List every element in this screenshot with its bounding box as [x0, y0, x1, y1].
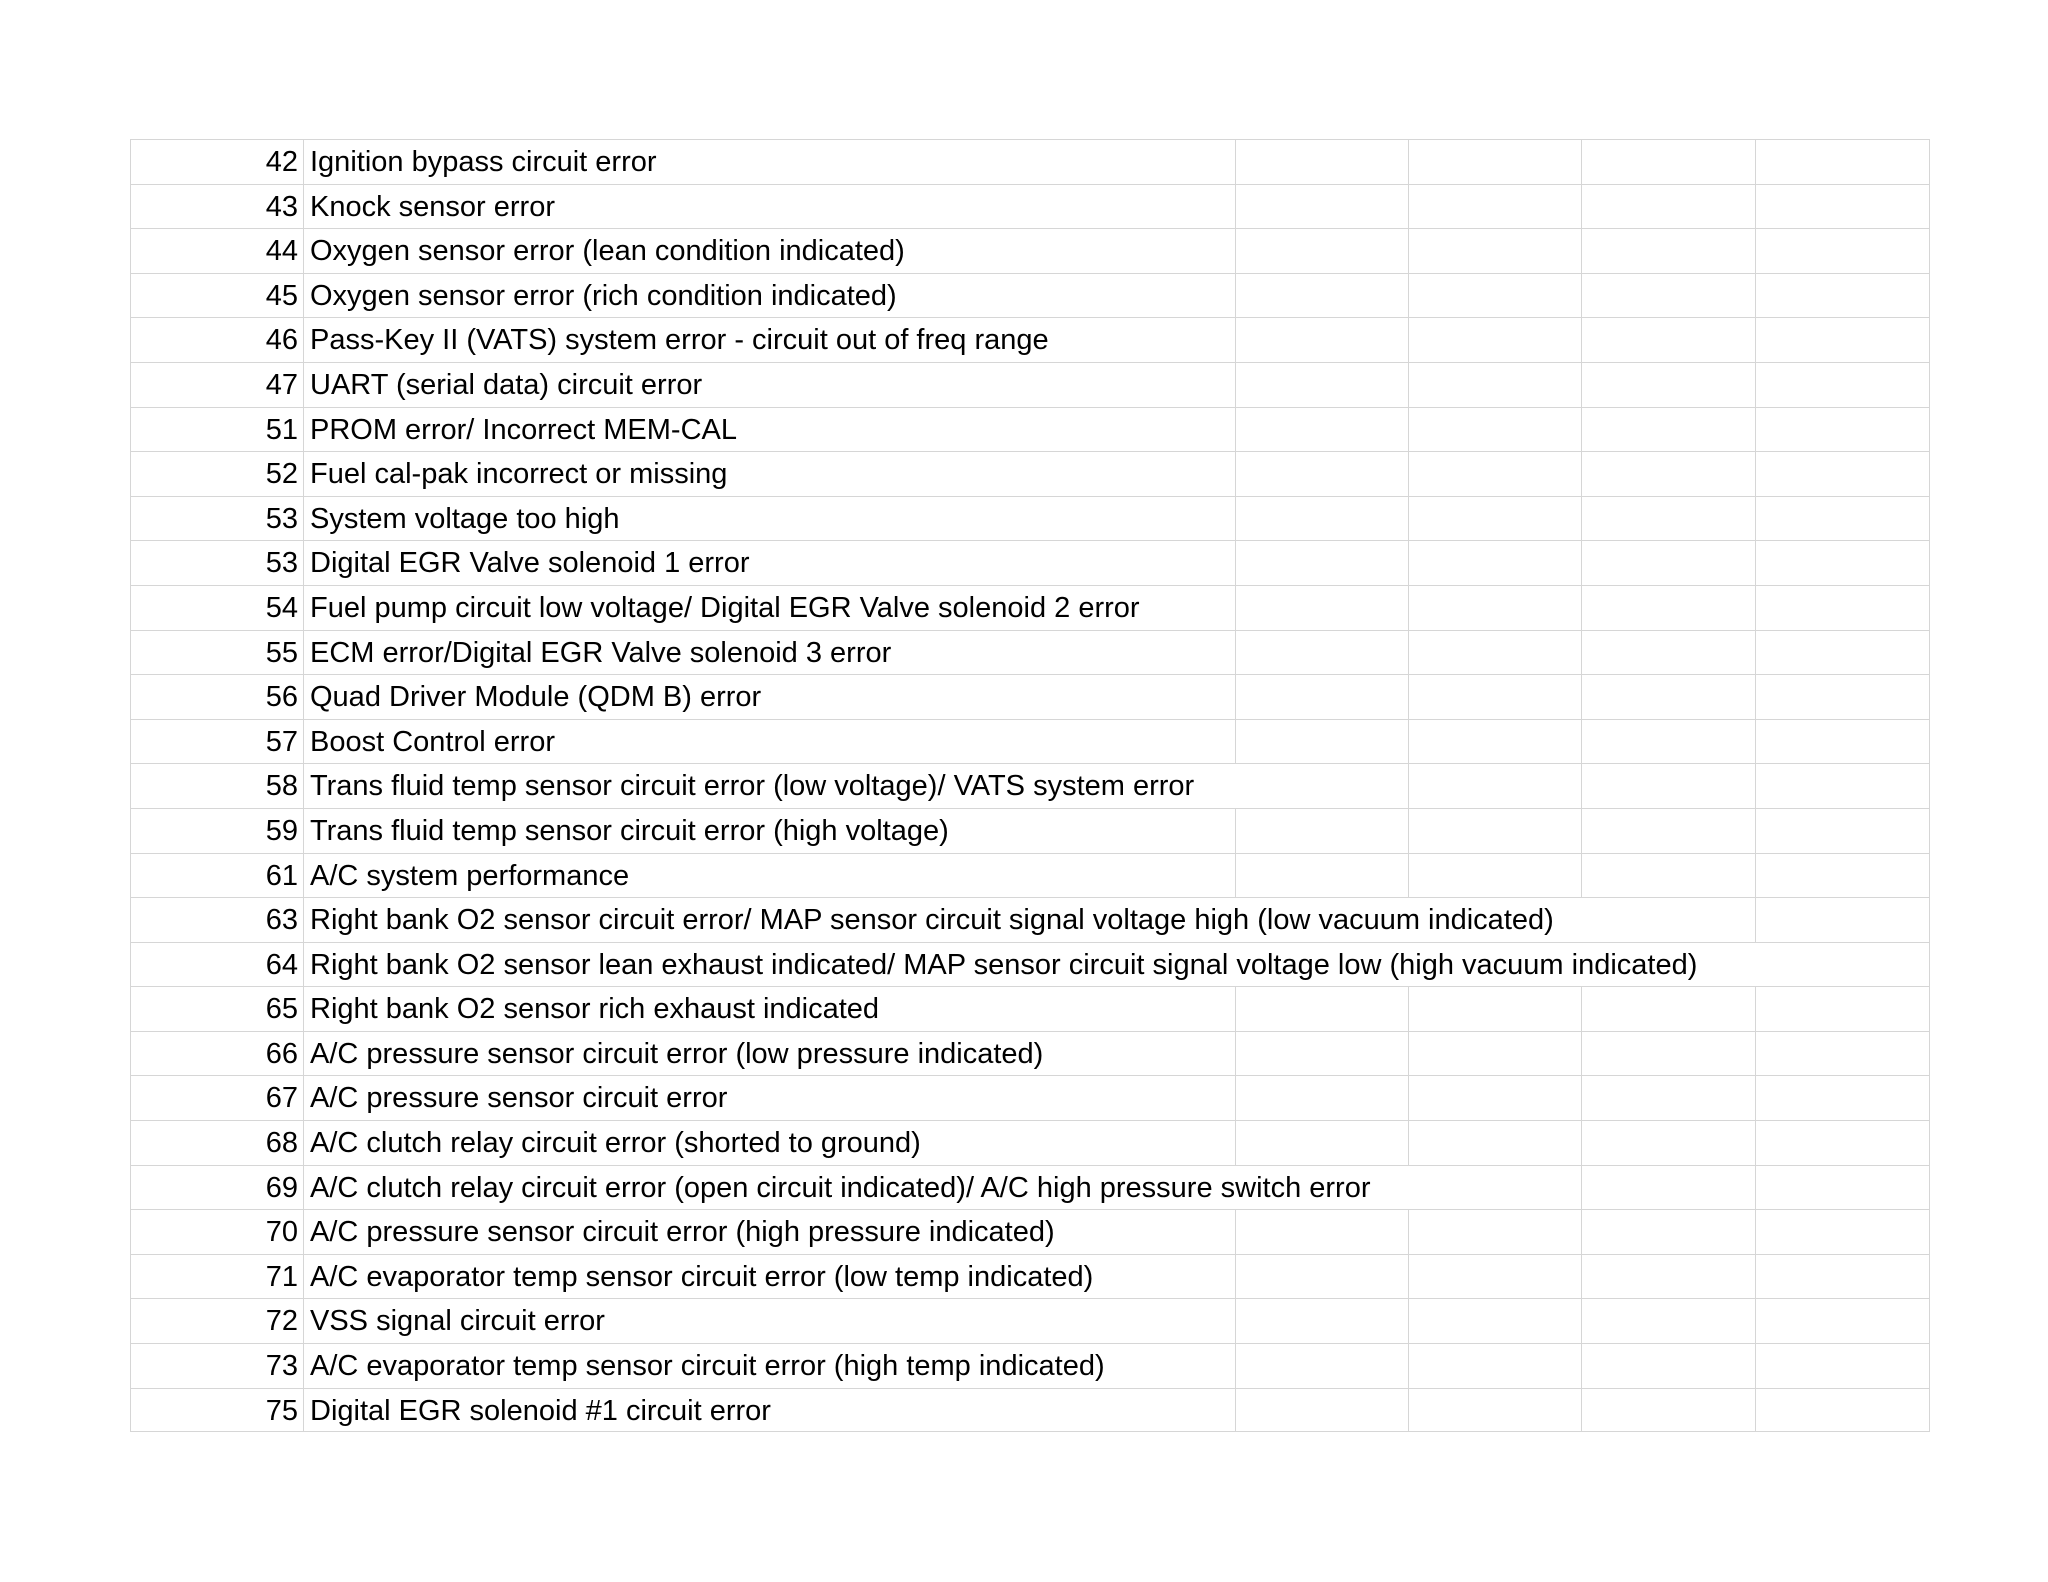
empty-cell — [1755, 987, 1930, 1031]
description-text: Trans fluid temp sensor circuit error (high voltage) — [310, 814, 949, 847]
table-row — [130, 496, 1930, 541]
empty-cell — [1235, 452, 1408, 496]
empty-cell — [1581, 1032, 1755, 1076]
table-row — [130, 942, 1930, 987]
description-text: Oxygen sensor error (lean condition indicated) — [310, 235, 905, 268]
table-row — [130, 897, 1930, 942]
table-row — [130, 674, 1930, 719]
description-cell — [303, 185, 1235, 229]
description-text: A/C evaporator temp sensor circuit error (low temp indicated) — [310, 1260, 1094, 1293]
description-text: Right bank O2 sensor lean exhaust indicated/ MAP sensor circuit signal voltage low (high vacuum indicated) — [310, 948, 1698, 981]
empty-cell — [1755, 675, 1930, 719]
code-cell: 55 — [130, 631, 303, 675]
empty-cell — [1408, 586, 1581, 630]
empty-cell — [1408, 809, 1581, 853]
empty-cell — [1581, 764, 1755, 808]
description-cell — [303, 1121, 1235, 1165]
description-text: Fuel cal-pak incorrect or missing — [310, 458, 728, 491]
code-cell: 42 — [130, 140, 303, 184]
empty-cell — [1581, 1166, 1755, 1210]
description-text: Right bank O2 sensor rich exhaust indicated — [310, 993, 880, 1026]
code-cell: 44 — [130, 229, 303, 273]
empty-cell — [1755, 497, 1930, 541]
empty-cell — [1408, 140, 1581, 184]
description-cell — [303, 1210, 1235, 1254]
table-row — [130, 1165, 1930, 1210]
code-cell: 56 — [130, 675, 303, 719]
table-row — [130, 1120, 1930, 1165]
empty-cell — [1235, 809, 1408, 853]
description-text: Fuel pump circuit low voltage/ Digital EGR Valve solenoid 2 error — [310, 591, 1140, 624]
empty-cell — [1235, 1121, 1408, 1165]
empty-cell — [1235, 1032, 1408, 1076]
empty-cell — [1408, 1389, 1581, 1432]
table-row — [130, 407, 1930, 452]
description-text: Digital EGR solenoid #1 circuit error — [310, 1394, 771, 1427]
empty-cell — [1408, 363, 1581, 407]
empty-cell — [1581, 675, 1755, 719]
empty-cell — [1581, 497, 1755, 541]
empty-cell — [1235, 408, 1408, 452]
empty-cell — [1581, 140, 1755, 184]
empty-cell — [1408, 987, 1581, 1031]
empty-cell — [1581, 1121, 1755, 1165]
empty-cell — [1235, 1344, 1408, 1388]
empty-cell — [1755, 1076, 1930, 1120]
description-text: Right bank O2 sensor circuit error/ MAP sensor circuit signal voltage high (low vacuum indicated) — [310, 904, 1554, 937]
empty-cell — [1235, 675, 1408, 719]
empty-cell — [1581, 987, 1755, 1031]
description-cell — [303, 229, 1235, 273]
table-row — [130, 585, 1930, 630]
empty-cell — [1235, 318, 1408, 362]
description-cell — [303, 898, 1554, 942]
empty-cell — [1755, 1299, 1930, 1343]
description-cell — [303, 1299, 1235, 1343]
empty-cell — [1235, 1255, 1408, 1299]
empty-cell — [1581, 631, 1755, 675]
description-cell — [303, 854, 1235, 898]
code-cell: 71 — [130, 1255, 303, 1299]
description-cell — [303, 586, 1235, 630]
code-table — [130, 139, 1930, 1432]
empty-cell — [1408, 720, 1581, 764]
empty-cell — [1235, 1076, 1408, 1120]
description-text: A/C system performance — [310, 859, 630, 892]
description-text: PROM error/ Incorrect MEM-CAL — [310, 413, 737, 446]
code-cell: 64 — [130, 943, 303, 987]
empty-cell — [1235, 1210, 1408, 1254]
description-text: A/C clutch relay circuit error (shorted to ground) — [310, 1127, 921, 1160]
description-cell — [303, 720, 1235, 764]
empty-cell — [1755, 898, 1930, 942]
description-cell — [303, 1389, 1235, 1432]
empty-cell — [1408, 541, 1581, 585]
code-cell: 61 — [130, 854, 303, 898]
empty-cell — [1755, 809, 1930, 853]
empty-cell — [1581, 229, 1755, 273]
description-cell — [303, 541, 1235, 585]
empty-cell — [1581, 809, 1755, 853]
code-cell: 47 — [130, 363, 303, 407]
description-cell — [303, 987, 1235, 1031]
empty-cell — [1755, 229, 1930, 273]
table-row — [130, 1075, 1930, 1120]
description-text: A/C pressure sensor circuit error (high pressure indicated) — [310, 1216, 1055, 1249]
description-text: A/C pressure sensor circuit error — [310, 1082, 728, 1115]
table-row — [130, 1209, 1930, 1254]
empty-cell — [1408, 1344, 1581, 1388]
empty-cell — [1581, 1344, 1755, 1388]
empty-cell — [1235, 586, 1408, 630]
empty-cell — [1235, 497, 1408, 541]
empty-cell — [1755, 318, 1930, 362]
description-cell — [303, 363, 1235, 407]
empty-cell — [1581, 898, 1755, 942]
empty-cell — [1755, 1032, 1930, 1076]
description-text: Boost Control error — [310, 725, 555, 758]
empty-cell — [1235, 229, 1408, 273]
empty-cell — [1408, 229, 1581, 273]
empty-cell — [1755, 586, 1930, 630]
empty-cell — [1755, 541, 1930, 585]
empty-cell — [1755, 185, 1930, 229]
empty-cell — [1408, 452, 1581, 496]
description-text: Ignition bypass circuit error — [310, 146, 657, 178]
table-row — [130, 451, 1930, 496]
empty-cell — [1755, 720, 1930, 764]
empty-cell — [1755, 631, 1930, 675]
description-text: A/C clutch relay circuit error (open circuit indicated)/ A/C high pressure switch error — [310, 1171, 1371, 1204]
code-cell: 75 — [130, 1389, 303, 1432]
table-row — [130, 763, 1930, 808]
empty-cell — [1408, 497, 1581, 541]
table-row — [130, 808, 1930, 853]
table-row — [130, 540, 1930, 585]
empty-cell — [1755, 452, 1930, 496]
table-row — [130, 1388, 1930, 1433]
empty-cell — [1235, 764, 1408, 808]
empty-cell — [1755, 1255, 1930, 1299]
empty-cell — [1755, 1389, 1930, 1432]
description-cell — [303, 675, 1235, 719]
code-cell: 45 — [130, 274, 303, 318]
code-cell: 57 — [130, 720, 303, 764]
description-text: Oxygen sensor error (rich condition indicated) — [310, 279, 897, 312]
table-row — [130, 1254, 1930, 1299]
empty-cell — [1408, 675, 1581, 719]
empty-cell — [1235, 185, 1408, 229]
description-text: Digital EGR Valve solenoid 1 error — [310, 547, 750, 580]
empty-cell — [1408, 764, 1581, 808]
empty-cell — [1581, 185, 1755, 229]
empty-cell — [1408, 1210, 1581, 1254]
empty-cell — [1581, 1299, 1755, 1343]
description-text: VSS signal circuit error — [310, 1305, 605, 1338]
description-cell — [303, 809, 1235, 853]
empty-cell — [1408, 1255, 1581, 1299]
code-cell: 43 — [130, 185, 303, 229]
empty-cell — [1755, 1344, 1930, 1388]
empty-cell — [1581, 408, 1755, 452]
empty-cell — [1408, 1121, 1581, 1165]
table-row — [130, 853, 1930, 898]
table-row — [130, 362, 1930, 407]
empty-cell — [1408, 408, 1581, 452]
table-row — [130, 228, 1930, 273]
table-row — [130, 273, 1930, 318]
empty-cell — [1235, 541, 1408, 585]
code-cell: 59 — [130, 809, 303, 853]
code-cell: 51 — [130, 408, 303, 452]
empty-cell — [1755, 408, 1930, 452]
empty-cell — [1755, 1166, 1930, 1210]
description-text: Knock sensor error — [310, 190, 555, 223]
empty-cell — [1408, 1032, 1581, 1076]
table-row — [130, 184, 1930, 229]
description-text: Pass-Key II (VATS) system error - circuit out of freq range — [310, 324, 1049, 357]
empty-cell — [1408, 318, 1581, 362]
code-cell: 67 — [130, 1076, 303, 1120]
empty-cell — [1408, 854, 1581, 898]
description-cell — [303, 408, 1235, 452]
description-cell — [303, 318, 1235, 362]
empty-cell — [1235, 363, 1408, 407]
code-cell: 68 — [130, 1121, 303, 1165]
description-cell — [303, 140, 1235, 184]
description-cell — [303, 1344, 1235, 1388]
code-cell: 65 — [130, 987, 303, 1031]
description-cell — [303, 274, 1235, 318]
code-cell: 53 — [130, 497, 303, 541]
empty-cell — [1235, 854, 1408, 898]
description-text: System voltage too high — [310, 502, 620, 535]
empty-cell — [1755, 1121, 1930, 1165]
empty-cell — [1235, 987, 1408, 1031]
empty-cell — [1235, 631, 1408, 675]
empty-cell — [1755, 1210, 1930, 1254]
description-text: A/C pressure sensor circuit error (low pressure indicated) — [310, 1037, 1044, 1070]
empty-cell — [1581, 586, 1755, 630]
table-row — [130, 317, 1930, 362]
code-cell: 66 — [130, 1032, 303, 1076]
empty-cell — [1755, 764, 1930, 808]
empty-cell — [1235, 1299, 1408, 1343]
description-text: ECM error/Digital EGR Valve solenoid 3 error — [310, 636, 892, 669]
empty-cell — [1408, 274, 1581, 318]
description-cell — [303, 452, 1235, 496]
empty-cell — [1408, 1076, 1581, 1120]
empty-cell — [1581, 1076, 1755, 1120]
empty-cell — [1581, 720, 1755, 764]
code-cell: 46 — [130, 318, 303, 362]
empty-cell — [1235, 140, 1408, 184]
empty-cell — [1755, 854, 1930, 898]
description-cell — [303, 764, 1235, 808]
code-cell: 54 — [130, 586, 303, 630]
table-row — [130, 630, 1930, 675]
code-cell: 58 — [130, 764, 303, 808]
table-row — [130, 986, 1930, 1031]
empty-cell — [1581, 1255, 1755, 1299]
code-cell: 53 — [130, 541, 303, 585]
empty-cell — [1581, 363, 1755, 407]
empty-cell — [1581, 1389, 1755, 1432]
table-row — [130, 1298, 1930, 1343]
empty-cell — [1581, 274, 1755, 318]
code-cell: 63 — [130, 898, 303, 942]
description-cell — [303, 1166, 1371, 1210]
empty-cell — [1581, 452, 1755, 496]
empty-cell — [1581, 1210, 1755, 1254]
code-cell: 69 — [130, 1166, 303, 1210]
empty-cell — [1408, 631, 1581, 675]
description-cell — [303, 1255, 1235, 1299]
description-text: UART (serial data) circuit error — [310, 368, 703, 401]
code-cell: 70 — [130, 1210, 303, 1254]
table-row — [130, 1343, 1930, 1388]
empty-cell — [1235, 274, 1408, 318]
description-cell — [303, 943, 1698, 987]
description-cell — [303, 1076, 1235, 1120]
description-cell — [303, 497, 1235, 541]
empty-cell — [1581, 541, 1755, 585]
table-row — [130, 719, 1930, 764]
table-row — [130, 139, 1930, 184]
empty-cell — [1755, 943, 1930, 987]
description-text: Trans fluid temp sensor circuit error (low voltage)/ VATS system error — [310, 770, 1195, 803]
empty-cell — [1755, 140, 1930, 184]
description-text: Quad Driver Module (QDM B) error — [310, 681, 762, 714]
empty-cell — [1408, 1299, 1581, 1343]
empty-cell — [1235, 720, 1408, 764]
table-row — [130, 1031, 1930, 1076]
description-cell — [303, 1032, 1235, 1076]
code-cell: 72 — [130, 1299, 303, 1343]
empty-cell — [1408, 185, 1581, 229]
description-text: A/C evaporator temp sensor circuit error (high temp indicated) — [310, 1350, 1105, 1383]
empty-cell — [1408, 1166, 1581, 1210]
empty-cell — [1581, 318, 1755, 362]
code-cell: 73 — [130, 1344, 303, 1388]
empty-cell — [1755, 363, 1930, 407]
empty-cell — [1235, 1389, 1408, 1432]
code-cell: 52 — [130, 452, 303, 496]
empty-cell — [1755, 274, 1930, 318]
empty-cell — [1581, 854, 1755, 898]
description-cell — [303, 631, 1235, 675]
